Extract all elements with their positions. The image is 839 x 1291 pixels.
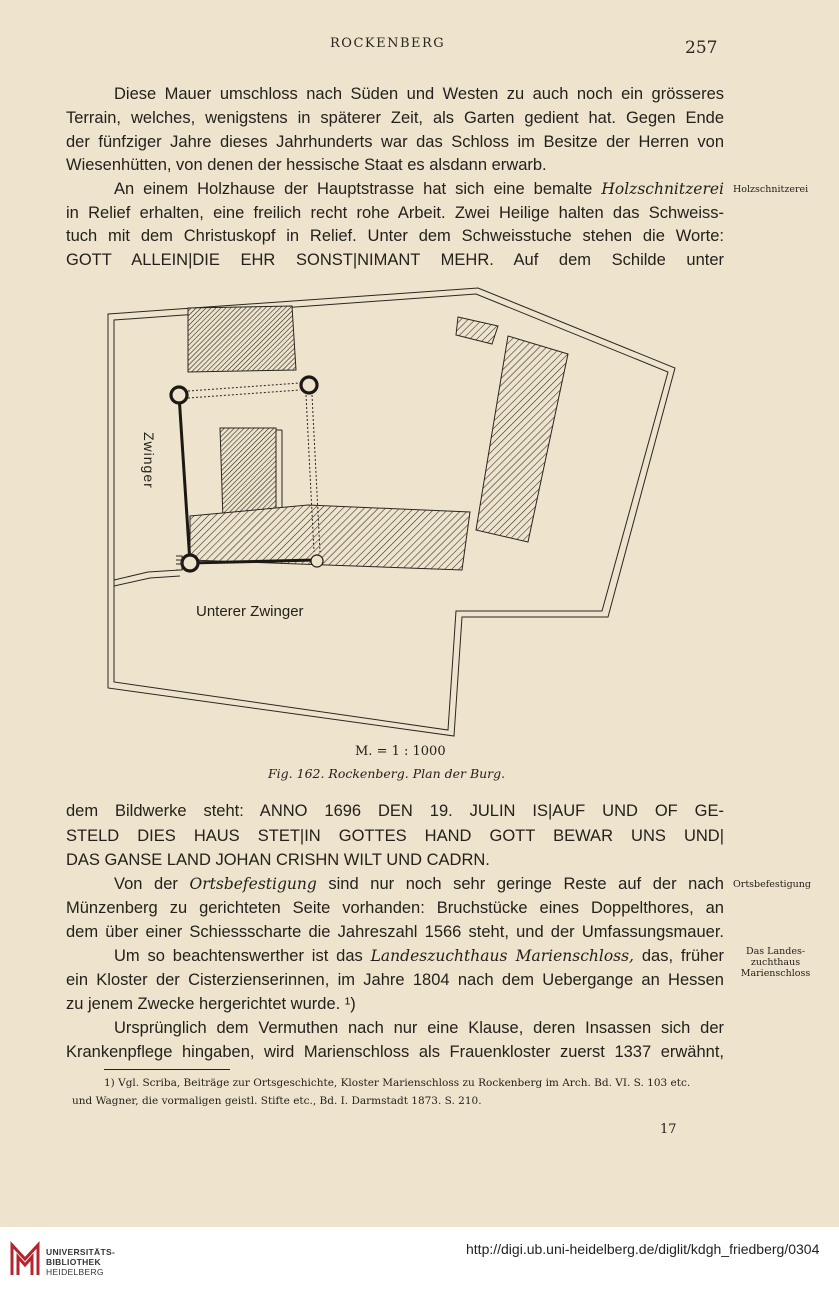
building-south (190, 505, 470, 570)
building-small (456, 317, 498, 344)
building-east (476, 336, 568, 542)
text-line: An einem Holzhause der Hauptstrasse hat sich eine bemalte Holzschnitzerei (114, 180, 724, 198)
building-north (188, 306, 296, 372)
building-keep (220, 428, 276, 520)
text-line: Krankenpflege hingaben, wird Marienschloss als Frauenkloster zuerst 1337 erwähnt, (66, 1043, 724, 1061)
emphasis: Ortsbefestigung (189, 875, 317, 893)
text-line: tuch mit dem Christuskopf in Relief. Unter dem Schweisstuche stehen die Worte: (66, 227, 724, 245)
text-line: Wiesenhütten, von denen der hessische Staat es alsdann erwarb. (66, 156, 547, 174)
emphasis: Landeszuchthaus Marienschloss, (370, 947, 634, 965)
label-zwinger: Zwinger (141, 432, 157, 489)
text-line: ein Kloster der Cisterzienserinnen, im Jahre 1804 nach dem Uebergange an Hessen (66, 971, 724, 989)
text-line: in Relief erhalten, eine freilich recht rohe Arbeit. Zwei Heilige halten das Schweiss- (66, 204, 724, 222)
castle-plan-figure (90, 280, 690, 740)
signature-mark: 17 (660, 1122, 677, 1137)
footnote-line: 1) Vgl. Scriba, Beiträge zur Ortsgeschichte, Kloster Marienschloss zu Rockenberg im Arch. Bd. VI. S. 103 etc. (104, 1077, 691, 1089)
margin-note-holzschnitzerei: Holzschnitzerei (733, 184, 809, 195)
text-line: Um so beachtenswerther ist das Landeszuchthaus Marienschloss, das, früher (114, 947, 724, 965)
margin-note-landeszuchthaus: Das Landes- zuchthaus Marienschloss (740, 946, 811, 979)
margin-note-ortsbefestigung: Ortsbefestigung (733, 879, 811, 890)
library-name-line: UNIVERSITÄTS- (46, 1247, 116, 1257)
emphasis: Holzschnitzerei (601, 180, 724, 198)
text-line: GOTT ALLEIN|DIE EHR SONST|NIMANT MEHR. Auf dem Schilde unter (66, 251, 724, 269)
label-unterer-zwinger: Unterer Zwinger (196, 603, 304, 620)
footnote-rule (104, 1069, 230, 1070)
library-logo-icon (8, 1239, 42, 1279)
text-line: Ursprünglich dem Vermuthen nach nur eine Klause, deren Insassen sich der (114, 1019, 724, 1037)
text-line: Diese Mauer umschloss nach Süden und Westen zu auch noch ein grösseres (114, 85, 724, 103)
figure-scale: M. = 1 : 1000 (355, 744, 446, 759)
text-line: DAS GANSE LAND JOHAN CRISHN WILT UND CADRN. (66, 851, 490, 869)
library-name-line: BIBLIOTHEK (46, 1257, 101, 1267)
text-line: Münzenberg zu gerichteten Seite vorhanden: Bruchstücke eines Doppelthores, an (66, 899, 724, 917)
text-line: der fünfziger Jahre dieses Jahrhunderts war das Schloss im Besitze der Herren von (66, 133, 724, 151)
footer-bar (0, 1227, 839, 1291)
running-head: ROCKENBERG (330, 36, 446, 51)
figure-caption: Fig. 162. Rockenberg. Plan der Burg. (268, 766, 506, 781)
text-line: dem über einer Schiessscharte die Jahreszahl 1566 steht, und der Umfassungsmauer. (66, 923, 724, 941)
library-name-line: HEIDELBERG (46, 1267, 104, 1277)
page-number: 257 (685, 38, 718, 58)
footnote-line: und Wagner, die vormaligen geistl. Stifte etc., Bd. I. Darmstadt 1873. S. 210. (72, 1095, 482, 1107)
permalink-url[interactable]: http://digi.ub.uni-heidelberg.de/diglit/kdgh_friedberg/0304 (466, 1241, 820, 1257)
text-line: Terrain, welches, wenigstens in späterer Zeit, als Garten gedient hat. Gegen Ende (66, 109, 724, 127)
text-line: dem Bildwerke steht: ANNO 1696 DEN 19. JULIN IS|AUF UND OF GE- (66, 802, 724, 820)
text-line: Von der Ortsbefestigung sind nur noch sehr geringe Reste auf der nach (114, 875, 724, 893)
text-line: zu jenem Zwecke hergerichtet wurde. ¹) (66, 995, 356, 1013)
text-line: STELD DIES HAUS STET|IN GOTTES HAND GOTT BEWAR UNS UND| (66, 827, 724, 845)
